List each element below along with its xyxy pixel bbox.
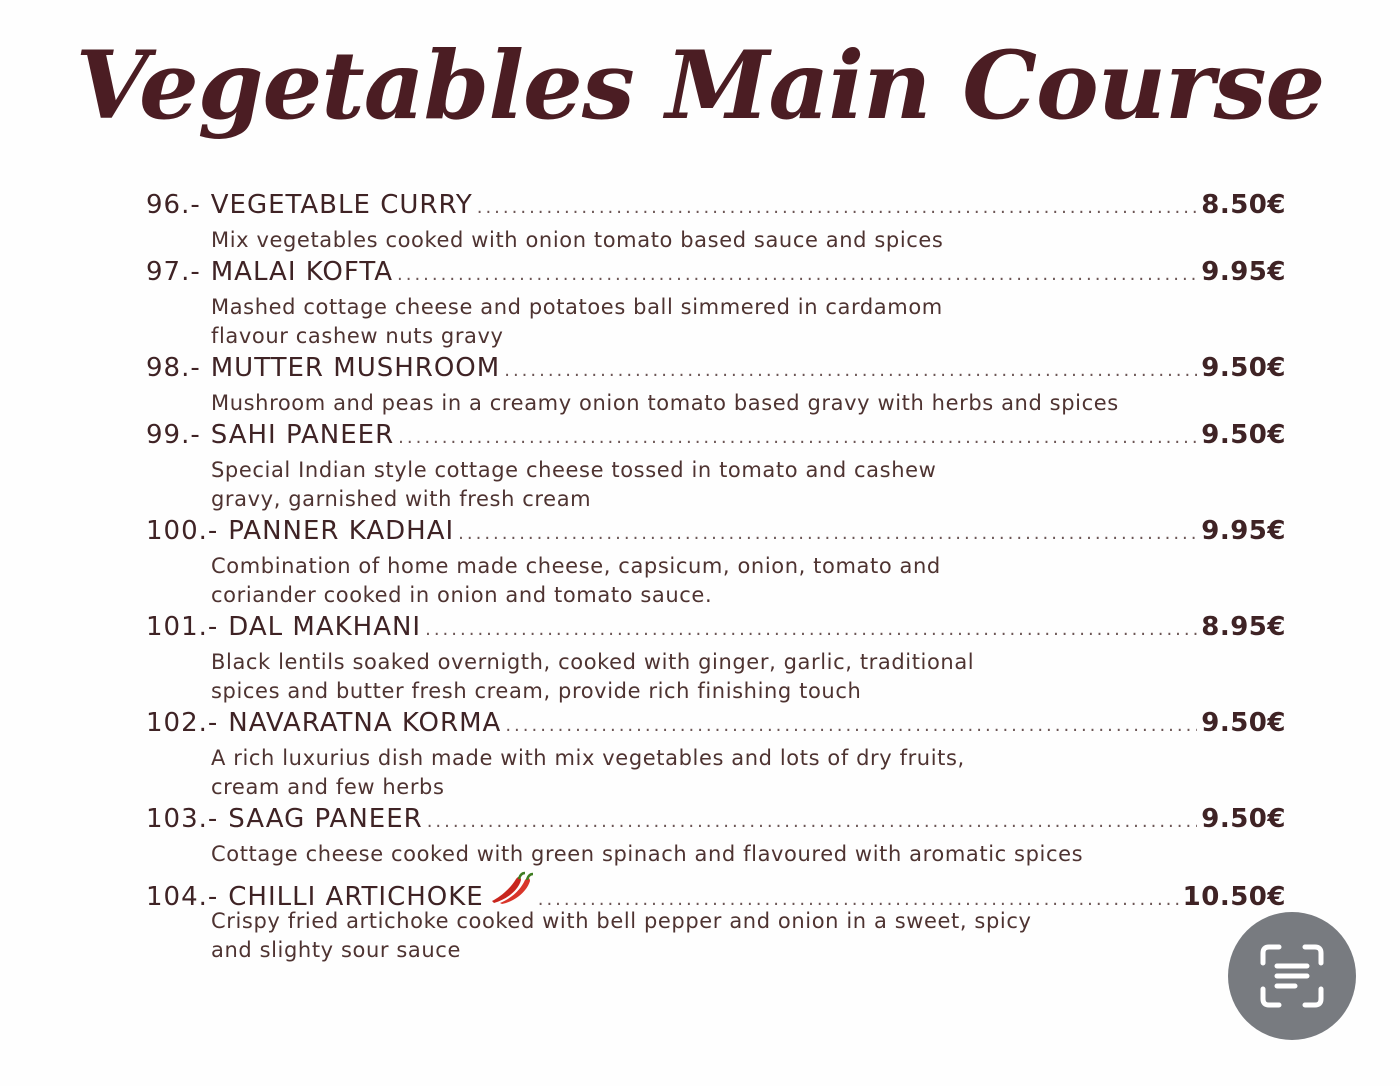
menu-item (146, 516, 1286, 610)
menu-item-header (146, 612, 1286, 648)
description-line: Combination of home made cheese, capsicum, onion, tomato and (211, 554, 941, 578)
page-title: Vegetables Main Course (75, 31, 1325, 141)
menu-item-name: DAL MAKHANI (228, 612, 422, 642)
menu-item-name: MUTTER MUSHROOM (210, 353, 501, 383)
leader-dots (477, 199, 1198, 217)
leader-dots (505, 717, 1197, 735)
menu-item-price: 9.50€ (1201, 708, 1286, 738)
menu-item-header (146, 871, 1286, 912)
menu-item-price: 8.95€ (1201, 612, 1286, 642)
menu-item-number: 104.- (146, 882, 219, 912)
menu-item-number: 98.- (146, 353, 201, 383)
menu-item (146, 353, 1286, 418)
menu-item-number: 102.- (146, 708, 219, 738)
menu-item (146, 708, 1286, 802)
menu-item-header (146, 708, 1286, 744)
menu-item-name: NAVARATNA KORMA (228, 708, 502, 738)
description-line: cream and few herbs (211, 775, 445, 799)
menu-item (146, 190, 1286, 255)
menu-item-description (211, 293, 1286, 351)
leader-dots (427, 813, 1198, 831)
text-scan-button[interactable] (1228, 912, 1356, 1040)
menu-item-number: 99.- (146, 420, 201, 450)
menu-item-name: CHILLI ARTICHOKE (228, 882, 484, 912)
menu-item-price: 9.95€ (1201, 257, 1286, 287)
menu-item-description (211, 744, 1286, 802)
description-line: Mix vegetables cooked with onion tomato based sauce and spices (211, 228, 944, 252)
description-line: Special Indian style cottage cheese tossed in tomato and cashew (211, 458, 937, 482)
menu-item-name: SAHI PANEER (210, 420, 395, 450)
menu-item-description (211, 907, 1286, 965)
menu-item (146, 804, 1286, 869)
menu-item-number: 103.- (146, 804, 219, 834)
menu-item (146, 612, 1286, 706)
menu-item-name: VEGETABLE CURRY (210, 190, 473, 220)
menu-item-header (146, 420, 1286, 456)
description-line: Mashed cottage cheese and potatoes ball simmered in cardamom (211, 295, 943, 319)
menu-item-header (146, 516, 1286, 552)
menu-item-number: 97.- (146, 257, 201, 287)
menu-item (146, 257, 1286, 351)
menu-item-number: 96.- (146, 190, 201, 220)
leader-dots (397, 266, 1197, 284)
description-line: Cottage cheese cooked with green spinach and flavoured with aromatic spices (211, 842, 1084, 866)
menu-item-price: 8.50€ (1201, 190, 1286, 220)
menu-item-description (211, 648, 1286, 706)
menu-item-description (211, 389, 1286, 418)
description-line: coriander cooked in onion and tomato sauce. (211, 583, 713, 607)
description-line: spices and butter fresh cream, provide rich finishing touch (211, 679, 862, 703)
menu-item-description (211, 456, 1286, 514)
menu-item (146, 420, 1286, 514)
menu-item-number: 100.- (146, 516, 219, 546)
menu-item-header (146, 257, 1286, 293)
menu-item-header (146, 190, 1286, 226)
menu-item-description (211, 552, 1286, 610)
menu-item-number: 101.- (146, 612, 219, 642)
menu-item-header (146, 804, 1286, 840)
menu-item-name: PANNER KADHAI (228, 516, 455, 546)
menu-item-header (146, 353, 1286, 389)
menu-item-price: 9.50€ (1201, 804, 1286, 834)
leader-dots (504, 362, 1197, 380)
leader-dots (398, 429, 1197, 447)
menu-item-price: 10.50€ (1182, 882, 1286, 912)
chili-pepper-icon (486, 871, 534, 905)
menu-item-description (211, 226, 1286, 255)
menu-item-name: SAAG PANEER (228, 804, 423, 834)
description-line: flavour cashew nuts gravy (211, 324, 504, 348)
leader-dots (425, 621, 1197, 639)
menu-item-price: 9.50€ (1201, 420, 1286, 450)
description-line: Black lentils soaked overnigth, cooked with ginger, garlic, traditional (211, 650, 975, 674)
menu-item-price: 9.95€ (1201, 516, 1286, 546)
menu-item (146, 871, 1286, 965)
menu-item-price: 9.50€ (1201, 353, 1286, 383)
menu-list (146, 190, 1286, 967)
leader-dots (458, 525, 1197, 543)
menu-item-name: MALAI KOFTA (210, 257, 393, 287)
description-line: gravy, garnished with fresh cream (211, 487, 592, 511)
text-scan-icon (1257, 941, 1327, 1011)
menu-item-description (211, 840, 1286, 869)
description-line: and slighty sour sauce (211, 938, 461, 962)
description-line: Mushroom and peas in a creamy onion tomato based gravy with herbs and spices (211, 391, 1119, 415)
description-line: Crispy fried artichoke cooked with bell pepper and onion in a sweet, spicy (211, 909, 1032, 933)
description-line: A rich luxurius dish made with mix vegetables and lots of dry fruits, (211, 746, 965, 770)
